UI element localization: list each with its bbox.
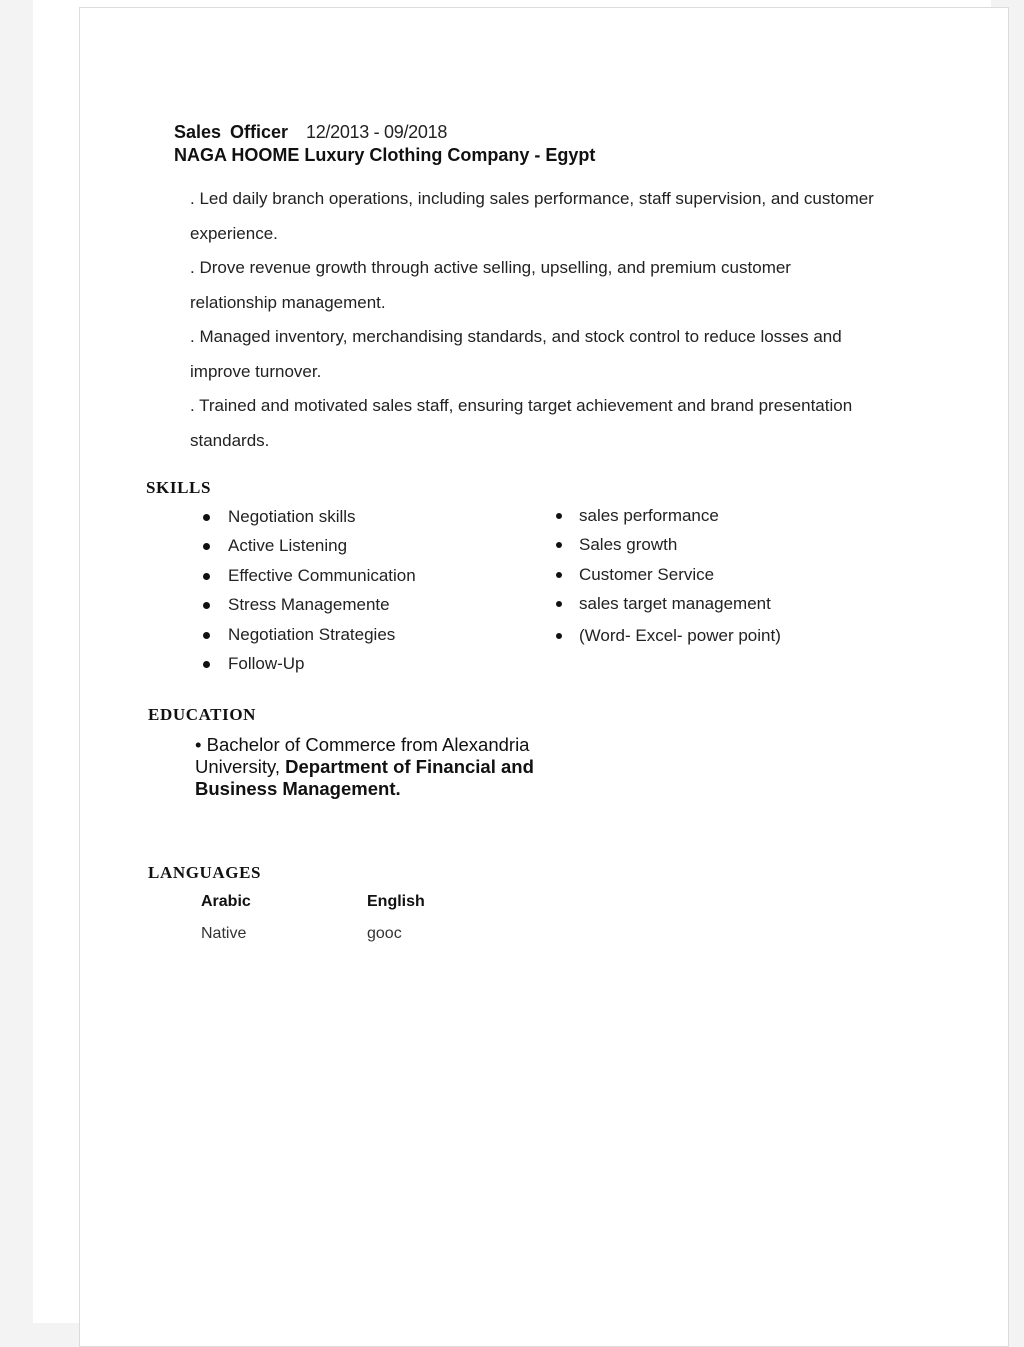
skill-item: sales target management (552, 594, 781, 623)
company-name: NAGA HOOME Luxury Clothing Company - Egypt (174, 145, 596, 165)
skill-item: Sales growth (552, 535, 781, 564)
language-level: Native (201, 925, 247, 942)
job-title: Sales Officer (174, 122, 289, 142)
skill-item: sales performance (552, 506, 781, 535)
skill-item: Customer Service (552, 565, 781, 594)
job-dates: 12/2013 - 09/2018 (306, 122, 448, 142)
languages-heading: LANGUAGES (148, 863, 262, 882)
duty-item: . Managed inventory, merchandising standards, and stock control to reduce losses and improve turnover. (190, 327, 842, 381)
language-name: Arabic (201, 893, 251, 910)
skill-item: Stress Managemente (200, 595, 416, 624)
skill-item: Negotiation Strategies (200, 625, 416, 654)
skills-list-left (200, 507, 416, 683)
language-name: English (367, 893, 425, 910)
language-level: gooc (367, 925, 402, 942)
skill-item: Negotiation skills (200, 507, 416, 536)
skill-item: Active Listening (200, 536, 416, 565)
education-entry (195, 734, 555, 800)
duty-item: . Trained and motivated sales staff, ensuring target achievement and brand presentation standards. (190, 396, 853, 450)
skill-item: Effective Communication (200, 566, 416, 595)
duty-item: . Drove revenue growth through active selling, upselling, and premium customer relationship management. (190, 258, 791, 312)
job-duties (190, 182, 880, 458)
skills-heading: SKILLS (146, 478, 212, 497)
duty-item: . Led daily branch operations, including sales performance, staff supervision, and customer experience. (190, 189, 874, 243)
education-degree: • Bachelor of Commerce from Alexandria University, (195, 734, 530, 777)
skills-list-right (552, 506, 781, 655)
education-department: Department of Financial and Business Management. (195, 756, 534, 799)
education-heading: EDUCATION (148, 705, 257, 724)
skill-item: (Word- Excel- power point) (552, 626, 781, 655)
skill-item: Follow-Up (200, 654, 416, 683)
